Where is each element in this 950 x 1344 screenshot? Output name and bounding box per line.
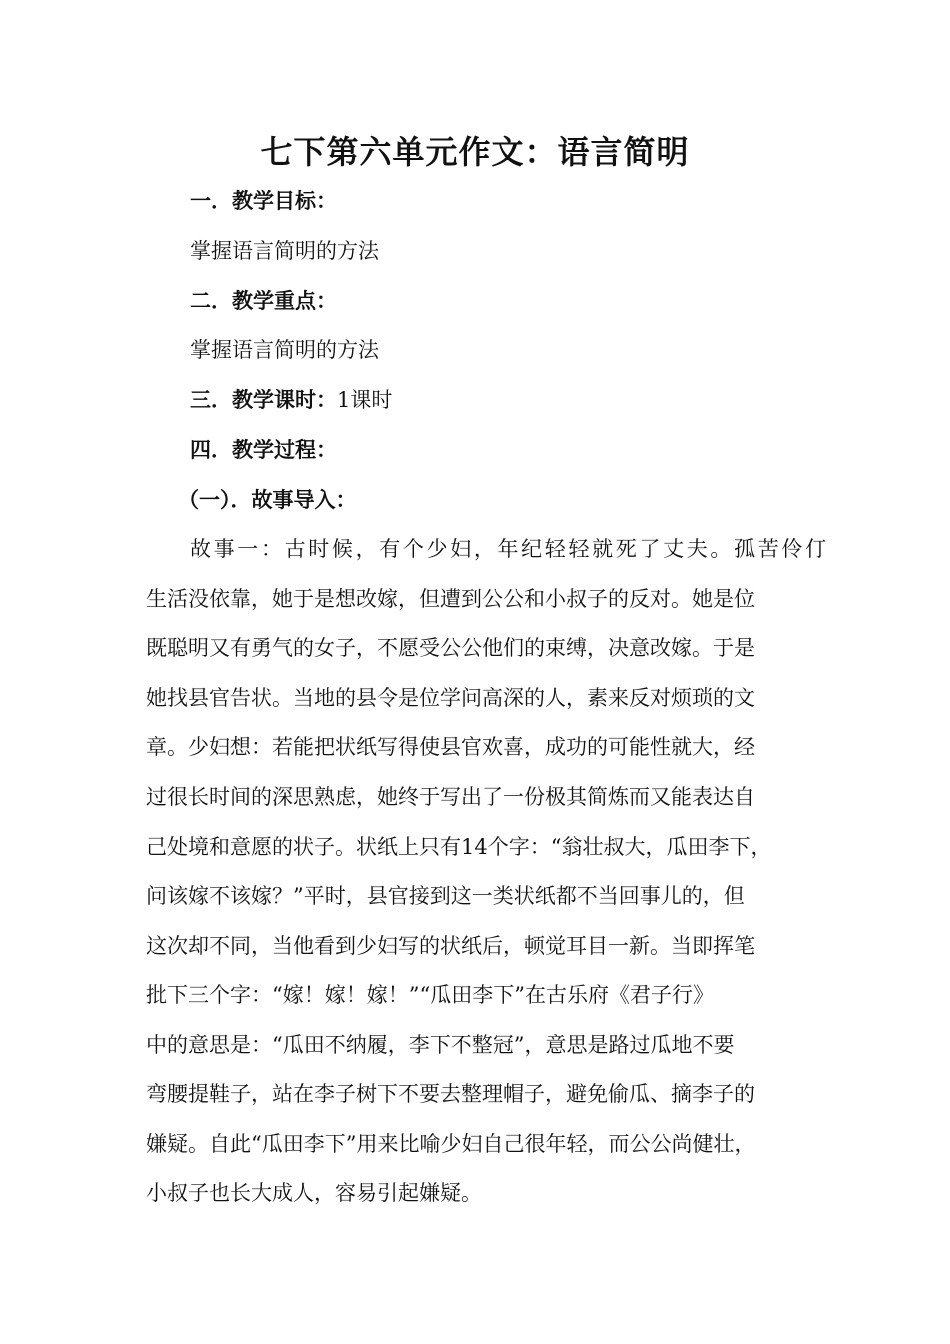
objective-text: 掌握语言简明的方法	[190, 239, 379, 263]
story-line: 她找县官告状。当地的县令是位学问高深的人，素来反对烦琐的文	[146, 686, 755, 710]
story-line: 中的意思是：“瓜田不纳履，李下不整冠”，意思是路过瓜地不要	[146, 1033, 735, 1057]
sub-heading: （一）．故事导入：	[178, 487, 357, 512]
story-line: 批下三个字：“嫁！嫁！嫁！”“瓜田李下”在古乐府《君子行》	[146, 983, 714, 1007]
story-line: 章。少妇想：若能把状纸写得使县官欢喜，成功的可能性就大，经	[146, 735, 755, 759]
story-line: 故事一：古时候，有个少妇，年纪轻轻就死了丈夫。孤苦伶仃	[190, 537, 829, 561]
story-line: 己处境和意愿的状子。状纸上只有14个字：“翁壮叔大，瓜田李下，	[146, 835, 772, 859]
story-line: 嫌疑。自此“瓜田李下”用来比喻少妇自己很年轻，而公公尚健壮，	[146, 1132, 756, 1156]
page-title: 七下第六单元作文：语言简明	[260, 133, 690, 171]
story-line: 这次却不同，当他看到少妇写的状纸后，顿觉耳目一新。当即挥笔	[146, 934, 755, 958]
hours-line	[190, 384, 392, 416]
focus-text: 掌握语言简明的方法	[190, 338, 379, 362]
story-line: 小叔子也长大成人，容易引起嫌疑。	[146, 1181, 482, 1205]
focus-heading: 二．教学重点：	[190, 288, 337, 313]
story-line: 弯腰提鞋子，站在李子树下不要去整理帽子，避免偷瓜、摘李子的	[146, 1082, 755, 1106]
objective-heading: 一．教学目标：	[190, 188, 337, 213]
story-line: 过很长时间的深思熟虑，她终于写出了一份极其简炼而又能表达自	[146, 785, 755, 809]
hours-value: 1课时	[337, 388, 393, 412]
story-line: 生活没依靠，她于是想改嫁，但遭到公公和小叔子的反对。她是位	[146, 587, 755, 611]
process-heading: 四．教学过程：	[190, 437, 337, 462]
hours-heading: 三．教学课时：	[190, 387, 337, 412]
story-line: 问该嫁不该嫁？”平时，县官接到这一类状纸都不当回事儿的，但	[146, 884, 745, 908]
story-line: 既聪明又有勇气的女子，不愿受公公他们的束缚，决意改嫁。于是	[146, 636, 755, 660]
